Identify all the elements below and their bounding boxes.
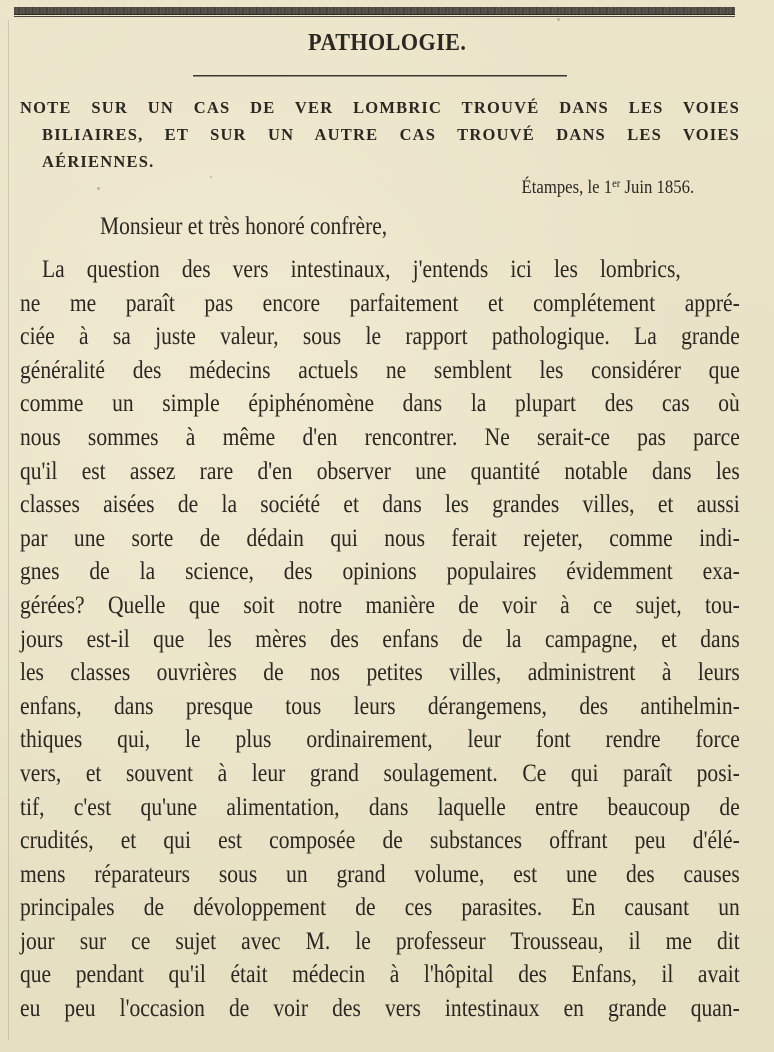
- body-line-text: mens réparateurs sous un grand volume, est une des causes: [20, 860, 740, 888]
- body-line-text: les classes ouvrières de nos petites villes, administrent à leurs: [20, 659, 740, 687]
- body-line: [20, 320, 740, 354]
- body-line-text: jours est-il que les mères des enfans de la campagne, et dans: [20, 625, 740, 653]
- body-line: [20, 824, 740, 858]
- article-headline: [20, 94, 740, 175]
- top-thin-rule: [14, 16, 735, 17]
- body-line: [20, 958, 740, 992]
- title-underline-rule: [193, 75, 567, 76]
- body-line: [20, 858, 740, 892]
- body-line-text: ciée à sa juste valeur, sous le rapport pathologique. La grande: [20, 323, 740, 351]
- body-line-text: principales de dévoloppement de ces parasites. En causant un: [20, 894, 740, 922]
- body-line-text: ne me paraît pas encore parfaitement et complétement appré-: [20, 289, 740, 317]
- dateline: [521, 176, 694, 199]
- body-line: [20, 253, 740, 287]
- body-line-text: jour sur ce sujet avec M. le professeur Trousseau, il me dit: [20, 927, 740, 955]
- paper-speck: [210, 176, 212, 178]
- body-line-text: comme un simple épiphénomène dans la plupart des cas où: [20, 390, 740, 418]
- body-line-text: eu peu l'occasion de voir des vers intestinaux en grande quan-: [20, 995, 740, 1023]
- body-line-text: crudités, et qui est composée de substances offrant peu d'élé-: [20, 827, 740, 855]
- body-line: [20, 455, 740, 489]
- dateline-superscript: er: [611, 176, 621, 190]
- body-line-text: tif, c'est qu'une alimentation, dans laquelle entre beaucoup de: [20, 793, 740, 821]
- body-line: [20, 488, 740, 522]
- dateline-place: Étampes, le 1: [521, 177, 612, 198]
- body-line: [20, 623, 740, 657]
- body-line-text: gnes de la science, des opinions populaires évidemment exa-: [20, 558, 740, 586]
- body-line-text: La question des vers intestinaux, j'entends ici les lombrics,: [42, 256, 681, 283]
- paper-speck: [97, 187, 100, 190]
- article-body: [20, 253, 740, 1026]
- body-line: [20, 656, 740, 690]
- page-margin-line: [8, 20, 9, 1040]
- dateline-date: Juin 1856.: [620, 177, 694, 198]
- body-line-text: qu'il est assez rare d'en observer une quantité notable dans les: [20, 457, 740, 485]
- body-line: [20, 555, 740, 589]
- body-line-text: classes aisées de la société et dans les grandes villes, et aussi: [20, 491, 740, 519]
- body-line: [20, 891, 740, 925]
- body-line: [20, 354, 740, 388]
- body-line: [20, 925, 740, 959]
- paper-speck: [557, 18, 560, 21]
- body-line-text: que pendant qu'il était médecin à l'hôpital des Enfans, il avait: [20, 961, 740, 989]
- salutation: Monsieur et très honoré confrère,: [100, 213, 388, 240]
- body-line: [20, 992, 740, 1026]
- body-line: [20, 757, 740, 791]
- body-line: [20, 387, 740, 421]
- body-line: [20, 791, 740, 825]
- body-line-text: enfans, dans presque tous leurs dérangemens, des antihelmin-: [20, 692, 740, 720]
- top-ornamental-rule: [14, 7, 735, 15]
- section-title: PATHOLOGIE.: [308, 30, 467, 56]
- body-line: [20, 421, 740, 455]
- body-line-text: nous sommes à même d'en rencontrer. Ne serait-ce pas parce: [20, 423, 740, 451]
- body-line-text: généralité des médecins actuels ne semblent les considérer que: [20, 356, 740, 384]
- body-line: [20, 589, 740, 623]
- body-line: [20, 522, 740, 556]
- headline-line: BILIAIRES, ET SUR UN AUTRE CAS TROUVÉ DANS LES VOIES: [42, 125, 740, 144]
- body-line-text: par une sorte de dédain qui nous ferait rejeter, comme indi-: [20, 524, 740, 552]
- body-line-text: gérées? Quelle que soit notre manière de voir à ce sujet, tou-: [20, 591, 740, 619]
- headline-line: NOTE SUR UN CAS DE VER LOMBRIC TROUVÉ DANS LES VOIES: [20, 98, 740, 117]
- body-line-text: vers, et souvent à leur grand soulagement. Ce qui paraît posi-: [20, 759, 740, 787]
- body-line: [20, 723, 740, 757]
- headline-line: AÉRIENNES.: [42, 152, 155, 171]
- body-line-text: thiques qui, le plus ordinairement, leur font rendre force: [20, 726, 740, 754]
- body-line: [20, 690, 740, 724]
- body-line: [20, 287, 740, 321]
